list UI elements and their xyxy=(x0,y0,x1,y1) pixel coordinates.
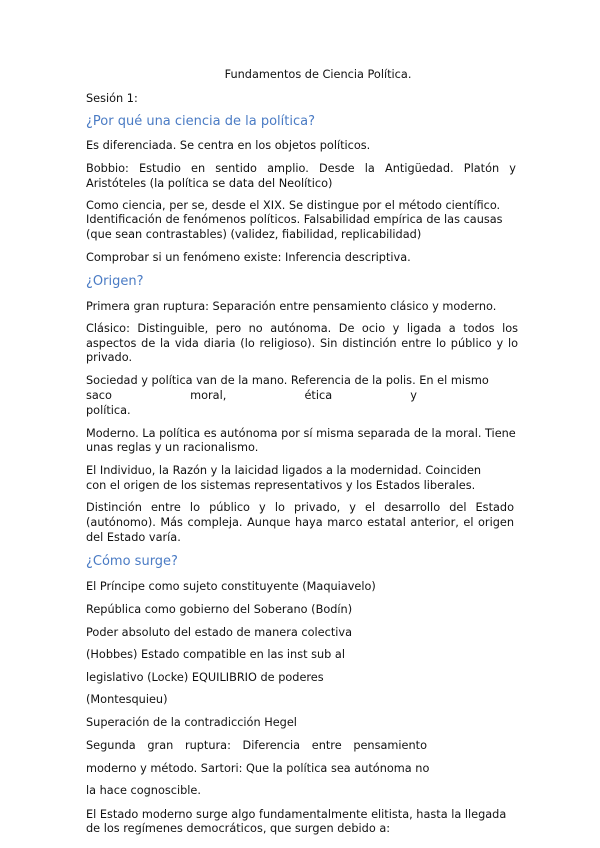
paragraph-line: del Estado varía. xyxy=(86,531,181,544)
heading-how-arises: ¿Cómo surge? xyxy=(86,554,178,569)
list-line: (Montesquieu) xyxy=(86,693,168,706)
heading-origin: ¿Origen? xyxy=(86,274,144,289)
paragraph-line: Clásico: Distinguible, pero no autónoma. De ocio y ligada a todos los xyxy=(86,322,518,335)
paragraph-line: Es diferenciada. Se centra en los objetos políticos. xyxy=(86,139,371,152)
paragraph-line: El Individuo, la Razón y la laicidad ligados a la modernidad. Coinciden xyxy=(86,464,482,477)
list-line: El Príncipe como sujeto constituyente (Maquiavelo) xyxy=(86,580,376,593)
list-line: la hace cognoscible. xyxy=(86,784,201,797)
paragraph-line: Como ciencia, per se, desde el XIX. Se distingue por el método científico. xyxy=(86,199,501,212)
paragraph-line: Bobbio: Estudio en sentido amplio. Desde la Antigüedad. Platón y xyxy=(86,162,516,175)
paragraph-line: Distinción entre lo público y lo privado, y el desarrollo del Estado xyxy=(86,501,514,514)
list-line: Superación de la contradicción Hegel xyxy=(86,716,297,729)
list-line: Segunda gran ruptura: Diferencia entre pensamiento xyxy=(86,739,427,752)
paragraph-line: (que sean contrastables) (validez, fiabilidad, replicabilidad) xyxy=(86,228,422,241)
paragraph-line: Identificación de fenómenos políticos. Falsabilidad empírica de las causas xyxy=(86,213,503,226)
paragraph-line: Sociedad y política van de la mano. Referencia de la polis. En el mismo xyxy=(86,374,489,387)
paragraph-line: aspectos de la vida diaria (lo religioso). Sin distinción entre lo público y lo xyxy=(86,337,518,350)
heading-why-science: ¿Por qué una ciencia de la política? xyxy=(86,114,316,129)
paragraph-line: saco moral, ética y xyxy=(86,389,417,402)
paragraph-line: de los regímenes democráticos, que surgen debido a: xyxy=(86,822,391,835)
list-line: moderno y método. Sartori: Que la política sea autónoma no xyxy=(86,762,430,775)
paragraph-line: Comprobar si un fenómeno existe: Inferencia descriptiva. xyxy=(86,251,411,264)
paragraph-line: con el origen de los sistemas representativos y los Estados liberales. xyxy=(86,479,476,492)
paragraph-line: Primera gran ruptura: Separación entre pensamiento clásico y moderno. xyxy=(86,300,497,313)
paragraph-line: Moderno. La política es autónoma por sí misma separada de la moral. Tiene xyxy=(86,427,516,440)
paragraph-line: privado. xyxy=(86,351,133,364)
paragraph-line: unas reglas y un racionalismo. xyxy=(86,441,259,454)
session-label: Sesión 1: xyxy=(86,92,138,105)
list-line: legislativo (Locke) EQUILIBRIO de poderes xyxy=(86,671,324,684)
paragraph-line: Aristóteles (la política se data del Neolítico) xyxy=(86,177,333,190)
paragraph-line: política. xyxy=(86,404,131,417)
list-line: (Hobbes) Estado compatible en las inst sub al xyxy=(86,648,345,661)
list-line: Poder absoluto del estado de manera colectiva xyxy=(86,626,353,639)
list-line: República como gobierno del Soberano (Bodín) xyxy=(86,603,353,616)
document-title: Fundamentos de Ciencia Política. xyxy=(224,68,412,81)
paragraph-line: El Estado moderno surge algo fundamentalmente elitista, hasta la llegada xyxy=(86,808,507,821)
paragraph-line: (autónomo). Más compleja. Aunque haya marco estatal anterior, el origen xyxy=(86,516,514,529)
